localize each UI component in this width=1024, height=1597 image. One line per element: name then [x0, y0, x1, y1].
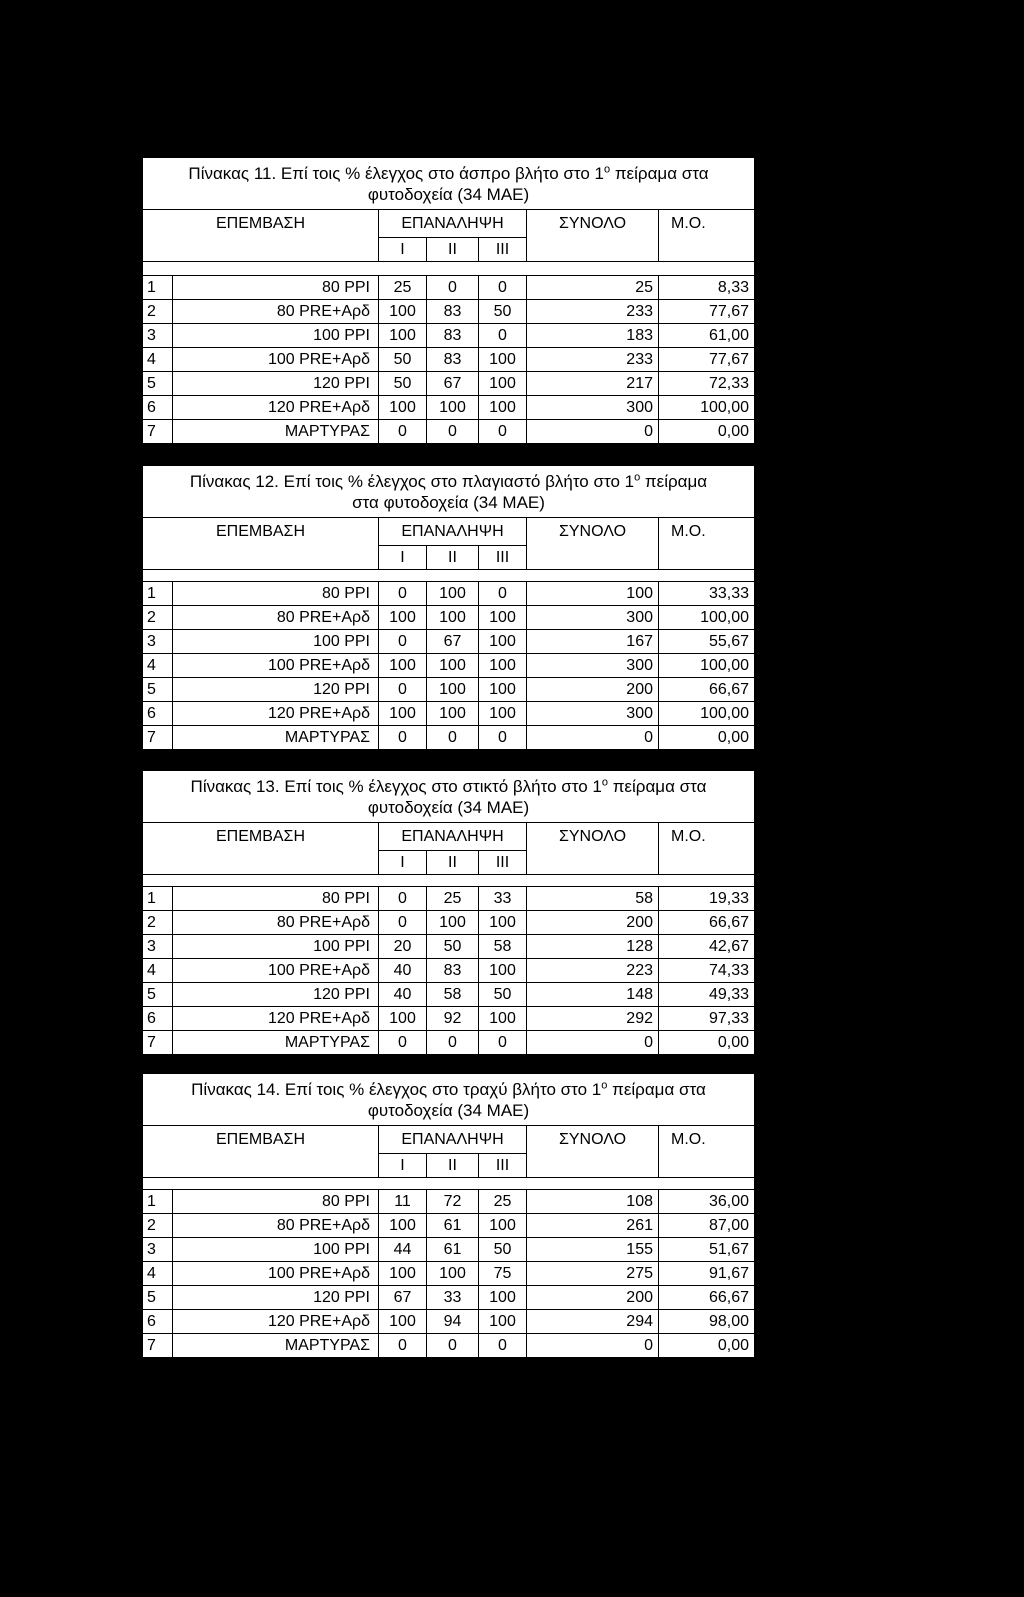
row-index: 1: [143, 276, 173, 300]
row-index: 5: [143, 983, 173, 1007]
rep3-cell: 100: [479, 654, 527, 678]
header-replication: ΕΠΑΝΑΛΗΨΗ: [379, 823, 527, 851]
table-row: [143, 654, 755, 678]
mean-cell: 19,33: [659, 887, 755, 911]
treatment-cell: 120 PRE+Αρδ: [173, 396, 379, 420]
rep2-cell: 100: [427, 702, 479, 726]
total-cell: 233: [527, 348, 659, 372]
total-cell: 200: [527, 911, 659, 935]
rep1-cell: 100: [379, 324, 427, 348]
row-index: 7: [143, 1031, 173, 1055]
row-index: 2: [143, 606, 173, 630]
table-title-superscript: ο: [601, 775, 608, 788]
treatment-cell: ΜΑΡΤΥΡΑΣ: [173, 1334, 379, 1358]
rep1-cell: 100: [379, 1262, 427, 1286]
total-cell: 300: [527, 396, 659, 420]
row-index: 4: [143, 1262, 173, 1286]
rep2-cell: 61: [427, 1214, 479, 1238]
treatment-cell: 80 PPI: [173, 276, 379, 300]
table-row: [143, 300, 755, 324]
rep3-cell: 100: [479, 606, 527, 630]
table-title: [143, 466, 755, 518]
table-title-line2: στα φυτοδοχεία (34 ΜΑΕ): [352, 492, 545, 512]
mean-cell: 66,67: [659, 1286, 755, 1310]
mean-cell: 0,00: [659, 726, 755, 750]
total-cell: 294: [527, 1310, 659, 1334]
mean-cell: 77,67: [659, 348, 755, 372]
total-cell: 292: [527, 1007, 659, 1031]
table-row: [143, 959, 755, 983]
total-cell: 155: [527, 1238, 659, 1262]
row-index: 7: [143, 726, 173, 750]
rep3-cell: 0: [479, 276, 527, 300]
header-total: ΣΥΝΟΛΟ: [527, 518, 659, 546]
mean-cell: 97,33: [659, 1007, 755, 1031]
rep2-cell: 33: [427, 1286, 479, 1310]
mean-cell: 66,67: [659, 678, 755, 702]
treatment-cell: 80 PPI: [173, 1190, 379, 1214]
row-index: 4: [143, 654, 173, 678]
table-row: [143, 372, 755, 396]
table-row: [143, 582, 755, 606]
rep2-cell: 100: [427, 396, 479, 420]
table-row: [143, 1334, 755, 1358]
header-blank: [527, 1154, 659, 1178]
total-cell: 25: [527, 276, 659, 300]
results-table-14: [142, 1073, 755, 1358]
rep3-cell: 33: [479, 887, 527, 911]
mean-cell: 74,33: [659, 959, 755, 983]
row-index: 2: [143, 300, 173, 324]
treatment-cell: 120 PRE+Αρδ: [173, 702, 379, 726]
header-blank: [659, 1154, 755, 1178]
header-blank: [527, 546, 659, 570]
rep2-cell: 0: [427, 1031, 479, 1055]
total-cell: 0: [527, 1334, 659, 1358]
header-treatment: ΕΠΕΜΒΑΣΗ: [143, 518, 379, 546]
row-index: 3: [143, 324, 173, 348]
rep3-cell: 100: [479, 1007, 527, 1031]
rep2-cell: 58: [427, 983, 479, 1007]
rep3-cell: 50: [479, 983, 527, 1007]
table-title-superscript: ο: [601, 1078, 608, 1091]
total-cell: 183: [527, 324, 659, 348]
table-row: [143, 726, 755, 750]
total-cell: 300: [527, 654, 659, 678]
rep3-cell: 100: [479, 959, 527, 983]
row-index: 6: [143, 396, 173, 420]
table-title: [143, 158, 755, 210]
rep2-cell: 83: [427, 324, 479, 348]
table-title-superscript: ο: [634, 470, 641, 483]
table-title-text-end: πείραμα στα: [607, 1079, 706, 1099]
header-blank: [143, 238, 379, 262]
rep2-cell: 67: [427, 372, 479, 396]
header-replication: ΕΠΑΝΑΛΗΨΗ: [379, 1126, 527, 1154]
table-row: [143, 606, 755, 630]
header-mean: Μ.Ο.: [659, 518, 755, 546]
mean-cell: 98,00: [659, 1310, 755, 1334]
treatment-cell: ΜΑΡΤΥΡΑΣ: [173, 726, 379, 750]
mean-cell: 42,67: [659, 935, 755, 959]
rep3-cell: 100: [479, 372, 527, 396]
header-blank: [659, 546, 755, 570]
table-row: [143, 348, 755, 372]
mean-cell: 33,33: [659, 582, 755, 606]
rep1-cell: 100: [379, 1214, 427, 1238]
total-cell: 217: [527, 372, 659, 396]
treatment-cell: 80 PRE+Αρδ: [173, 300, 379, 324]
mean-cell: 36,00: [659, 1190, 755, 1214]
header-total: ΣΥΝΟΛΟ: [527, 1126, 659, 1154]
table-title-text-end: πείραμα στα: [610, 163, 709, 183]
treatment-cell: 80 PRE+Αρδ: [173, 911, 379, 935]
table-row: [143, 396, 755, 420]
table-row: [143, 1262, 755, 1286]
rep2-cell: 83: [427, 300, 479, 324]
treatment-cell: 80 PRE+Αρδ: [173, 1214, 379, 1238]
row-index: 7: [143, 1334, 173, 1358]
row-index: 3: [143, 1238, 173, 1262]
mean-cell: 66,67: [659, 911, 755, 935]
rep3-cell: 25: [479, 1190, 527, 1214]
row-index: 7: [143, 420, 173, 444]
header-treatment: ΕΠΕΜΒΑΣΗ: [143, 210, 379, 238]
mean-cell: 61,00: [659, 324, 755, 348]
header-blank: [659, 238, 755, 262]
header-rep-1: I: [379, 238, 427, 262]
header-spacer: [143, 1178, 755, 1190]
mean-cell: 51,67: [659, 1238, 755, 1262]
row-index: 5: [143, 678, 173, 702]
rep2-cell: 83: [427, 959, 479, 983]
rep2-cell: 0: [427, 1334, 479, 1358]
mean-cell: 8,33: [659, 276, 755, 300]
total-cell: 275: [527, 1262, 659, 1286]
rep1-cell: 20: [379, 935, 427, 959]
table-row: [143, 276, 755, 300]
header-treatment: ΕΠΕΜΒΑΣΗ: [143, 823, 379, 851]
treatment-cell: 80 PPI: [173, 582, 379, 606]
total-cell: 148: [527, 983, 659, 1007]
table-row: [143, 1238, 755, 1262]
total-cell: 300: [527, 702, 659, 726]
rep3-cell: 100: [479, 1310, 527, 1334]
mean-cell: 77,67: [659, 300, 755, 324]
table-title-line2: φυτοδοχεία (34 ΜΑΕ): [367, 184, 530, 204]
mean-cell: 100,00: [659, 702, 755, 726]
header-rep-1: I: [379, 1154, 427, 1178]
table-row: [143, 1031, 755, 1055]
row-index: 6: [143, 1007, 173, 1031]
rep1-cell: 11: [379, 1190, 427, 1214]
header-total: ΣΥΝΟΛΟ: [527, 210, 659, 238]
table-title-line2: φυτοδοχεία (34 ΜΑΕ): [367, 797, 530, 817]
rep1-cell: 25: [379, 276, 427, 300]
row-index: 1: [143, 1190, 173, 1214]
rep1-cell: 0: [379, 1031, 427, 1055]
rep3-cell: 75: [479, 1262, 527, 1286]
rep2-cell: 67: [427, 630, 479, 654]
mean-cell: 0,00: [659, 420, 755, 444]
rep1-cell: 0: [379, 726, 427, 750]
header-rep-3: III: [479, 851, 527, 875]
treatment-cell: ΜΑΡΤΥΡΑΣ: [173, 420, 379, 444]
mean-cell: 87,00: [659, 1214, 755, 1238]
rep2-cell: 100: [427, 606, 479, 630]
row-index: 4: [143, 959, 173, 983]
treatment-cell: 120 PPI: [173, 983, 379, 1007]
table-title-text-end: πείραμα: [640, 471, 708, 491]
rep1-cell: 50: [379, 372, 427, 396]
table-row: [143, 935, 755, 959]
header-blank: [143, 851, 379, 875]
rep2-cell: 100: [427, 654, 479, 678]
total-cell: 300: [527, 606, 659, 630]
treatment-cell: 120 PRE+Αρδ: [173, 1310, 379, 1334]
rep3-cell: 58: [479, 935, 527, 959]
rep1-cell: 40: [379, 959, 427, 983]
rep1-cell: 100: [379, 396, 427, 420]
rep2-cell: 92: [427, 1007, 479, 1031]
table-row: [143, 911, 755, 935]
table-title-text: Πίνακας 14. Επί τοις % έλεγχος στο τραχύ βλήτο στο 1: [191, 1079, 602, 1099]
row-index: 1: [143, 887, 173, 911]
header-rep-1: I: [379, 851, 427, 875]
treatment-cell: 100 PRE+Αρδ: [173, 1262, 379, 1286]
mean-cell: 100,00: [659, 396, 755, 420]
rep1-cell: 0: [379, 887, 427, 911]
rep1-cell: 0: [379, 420, 427, 444]
rep3-cell: 0: [479, 324, 527, 348]
header-spacer: [143, 262, 755, 276]
rep1-cell: 100: [379, 606, 427, 630]
header-blank: [659, 851, 755, 875]
header-spacer: [143, 570, 755, 582]
mean-cell: 91,67: [659, 1262, 755, 1286]
treatment-cell: 100 PRE+Αρδ: [173, 654, 379, 678]
rep3-cell: 50: [479, 1238, 527, 1262]
rep1-cell: 50: [379, 348, 427, 372]
header-replication: ΕΠΑΝΑΛΗΨΗ: [379, 518, 527, 546]
table-title-text-end: πείραμα στα: [607, 776, 707, 796]
total-cell: 261: [527, 1214, 659, 1238]
treatment-cell: 100 PRE+Αρδ: [173, 348, 379, 372]
header-rep-3: III: [479, 1154, 527, 1178]
results-table-13: [142, 770, 755, 1055]
header-blank: [143, 1154, 379, 1178]
row-index: 6: [143, 1310, 173, 1334]
table-title: [143, 771, 755, 823]
table-row: [143, 887, 755, 911]
treatment-cell: 100 PRE+Αρδ: [173, 959, 379, 983]
total-cell: 200: [527, 1286, 659, 1310]
rep2-cell: 50: [427, 935, 479, 959]
treatment-cell: 120 PPI: [173, 678, 379, 702]
table-row: [143, 1190, 755, 1214]
mean-cell: 0,00: [659, 1031, 755, 1055]
rep3-cell: 100: [479, 396, 527, 420]
row-index: 2: [143, 911, 173, 935]
rep1-cell: 0: [379, 1334, 427, 1358]
total-cell: 167: [527, 630, 659, 654]
treatment-cell: 80 PRE+Αρδ: [173, 606, 379, 630]
rep1-cell: 100: [379, 702, 427, 726]
table-row: [143, 1310, 755, 1334]
rep2-cell: 83: [427, 348, 479, 372]
rep1-cell: 0: [379, 630, 427, 654]
rep2-cell: 0: [427, 276, 479, 300]
results-table-12: [142, 465, 755, 750]
table-row: [143, 1214, 755, 1238]
row-index: 5: [143, 1286, 173, 1310]
treatment-cell: 80 PPI: [173, 887, 379, 911]
treatment-cell: 100 PPI: [173, 324, 379, 348]
header-rep-2: II: [427, 1154, 479, 1178]
rep1-cell: 0: [379, 911, 427, 935]
rep1-cell: 0: [379, 678, 427, 702]
rep3-cell: 0: [479, 420, 527, 444]
row-index: 4: [143, 348, 173, 372]
rep3-cell: 100: [479, 678, 527, 702]
rep1-cell: 100: [379, 1310, 427, 1334]
table-row: [143, 420, 755, 444]
total-cell: 0: [527, 726, 659, 750]
header-rep-3: III: [479, 238, 527, 262]
rep2-cell: 61: [427, 1238, 479, 1262]
rep3-cell: 0: [479, 1031, 527, 1055]
rep2-cell: 100: [427, 911, 479, 935]
table-title-text: Πίνακας 13. Επί τοις % έλεγχος στο στικτό βλήτο στο 1: [190, 776, 602, 796]
total-cell: 100: [527, 582, 659, 606]
rep3-cell: 0: [479, 726, 527, 750]
results-table-11: [142, 157, 755, 444]
total-cell: 108: [527, 1190, 659, 1214]
header-mean: Μ.Ο.: [659, 210, 755, 238]
treatment-cell: ΜΑΡΤΥΡΑΣ: [173, 1031, 379, 1055]
treatment-cell: 120 PRE+Αρδ: [173, 1007, 379, 1031]
rep2-cell: 0: [427, 726, 479, 750]
table-title: [143, 1074, 755, 1126]
header-total: ΣΥΝΟΛΟ: [527, 823, 659, 851]
header-replication: ΕΠΑΝΑΛΗΨΗ: [379, 210, 527, 238]
treatment-cell: 120 PPI: [173, 1286, 379, 1310]
rep1-cell: 100: [379, 1007, 427, 1031]
header-blank: [527, 851, 659, 875]
header-treatment: ΕΠΕΜΒΑΣΗ: [143, 1126, 379, 1154]
total-cell: 233: [527, 300, 659, 324]
rep3-cell: 100: [479, 630, 527, 654]
rep3-cell: 100: [479, 702, 527, 726]
total-cell: 58: [527, 887, 659, 911]
table-row: [143, 1007, 755, 1031]
rep1-cell: 0: [379, 582, 427, 606]
header-mean: Μ.Ο.: [659, 1126, 755, 1154]
table-row: [143, 678, 755, 702]
mean-cell: 100,00: [659, 654, 755, 678]
rep2-cell: 100: [427, 678, 479, 702]
table-row: [143, 1286, 755, 1310]
mean-cell: 72,33: [659, 372, 755, 396]
header-rep-3: III: [479, 546, 527, 570]
header-rep-2: II: [427, 238, 479, 262]
treatment-cell: 120 PPI: [173, 372, 379, 396]
rep1-cell: 100: [379, 300, 427, 324]
row-index: 1: [143, 582, 173, 606]
header-blank: [527, 238, 659, 262]
treatment-cell: 100 PPI: [173, 935, 379, 959]
row-index: 6: [143, 702, 173, 726]
header-spacer: [143, 875, 755, 887]
total-cell: 0: [527, 420, 659, 444]
header-mean: Μ.Ο.: [659, 823, 755, 851]
header-rep-1: I: [379, 546, 427, 570]
table-row: [143, 702, 755, 726]
header-blank: [143, 546, 379, 570]
rep1-cell: 40: [379, 983, 427, 1007]
rep2-cell: 100: [427, 582, 479, 606]
mean-cell: 55,67: [659, 630, 755, 654]
table-title-superscript: ο: [603, 162, 611, 175]
table-title-text: Πίνακας 11. Επί τοις % έλεγχος στο άσπρο βλήτο στο 1: [188, 163, 604, 183]
rep2-cell: 0: [427, 420, 479, 444]
total-cell: 0: [527, 1031, 659, 1055]
treatment-cell: 100 PPI: [173, 630, 379, 654]
total-cell: 223: [527, 959, 659, 983]
rep1-cell: 44: [379, 1238, 427, 1262]
mean-cell: 0,00: [659, 1334, 755, 1358]
header-rep-2: II: [427, 851, 479, 875]
rep2-cell: 25: [427, 887, 479, 911]
table-row: [143, 324, 755, 348]
rep3-cell: 0: [479, 1334, 527, 1358]
row-index: 3: [143, 630, 173, 654]
rep3-cell: 100: [479, 911, 527, 935]
rep3-cell: 50: [479, 300, 527, 324]
mean-cell: 100,00: [659, 606, 755, 630]
table-title-line2: φυτοδοχεία (34 ΜΑΕ): [367, 1100, 530, 1120]
rep2-cell: 100: [427, 1262, 479, 1286]
table-row: [143, 630, 755, 654]
row-index: 3: [143, 935, 173, 959]
rep3-cell: 100: [479, 1286, 527, 1310]
total-cell: 200: [527, 678, 659, 702]
row-index: 2: [143, 1214, 173, 1238]
header-rep-2: II: [427, 546, 479, 570]
rep1-cell: 100: [379, 654, 427, 678]
total-cell: 128: [527, 935, 659, 959]
row-index: 5: [143, 372, 173, 396]
table-title-text: Πίνακας 12. Επί τοις % έλεγχος στο πλαγιαστό βλήτο στο 1: [189, 471, 635, 491]
rep3-cell: 0: [479, 582, 527, 606]
rep3-cell: 100: [479, 348, 527, 372]
rep1-cell: 67: [379, 1286, 427, 1310]
mean-cell: 49,33: [659, 983, 755, 1007]
rep2-cell: 72: [427, 1190, 479, 1214]
treatment-cell: 100 PPI: [173, 1238, 379, 1262]
table-row: [143, 983, 755, 1007]
rep3-cell: 100: [479, 1214, 527, 1238]
rep2-cell: 94: [427, 1310, 479, 1334]
